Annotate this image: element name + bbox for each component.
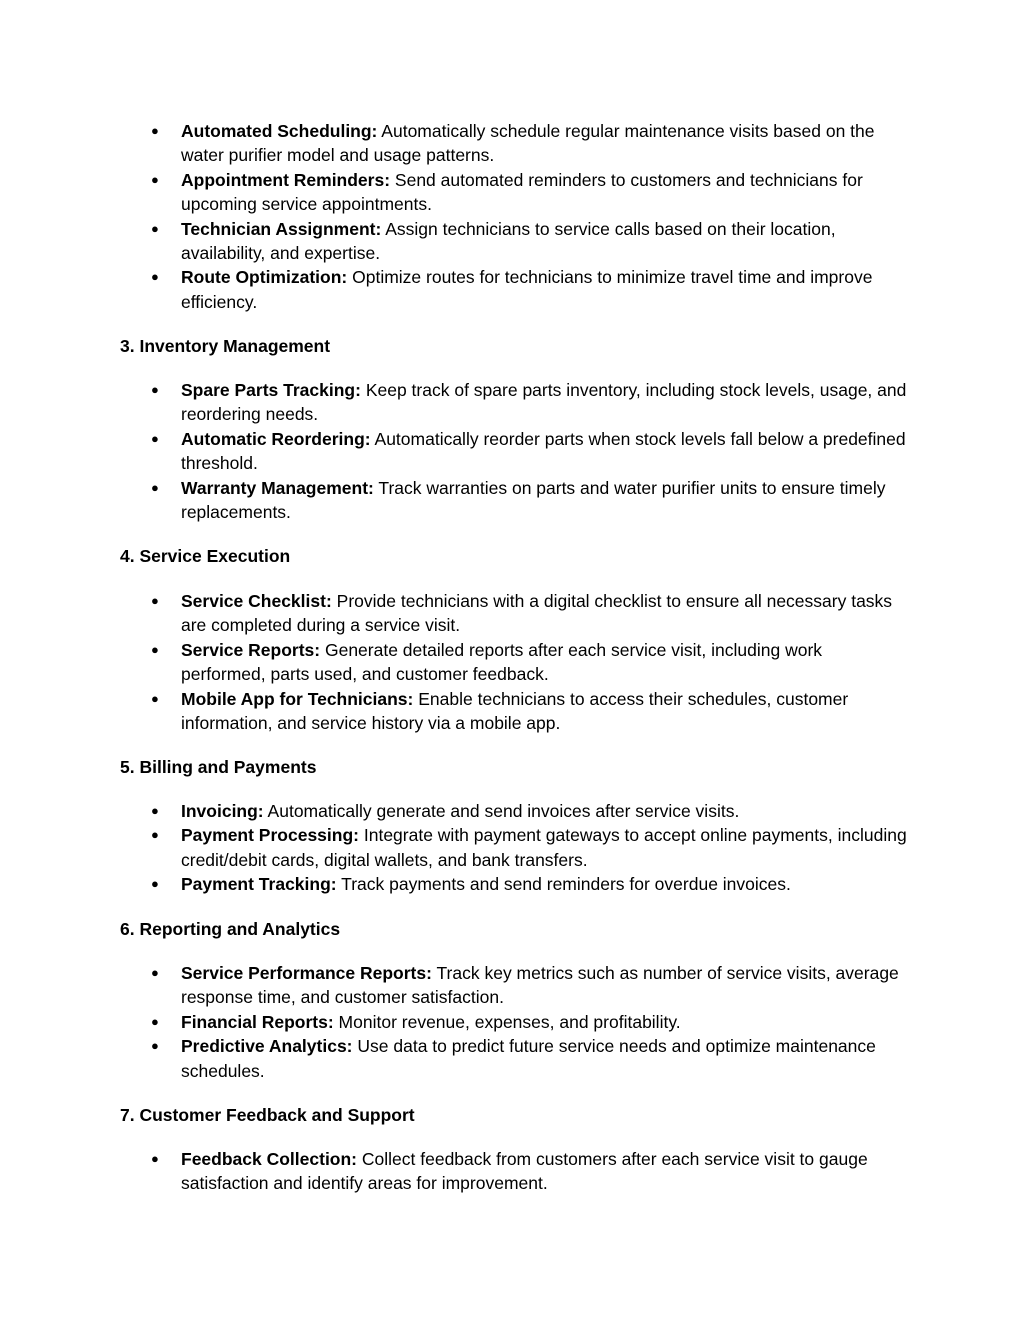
item-text: Track warranties on parts and water purifier units to ensure timely replacements. <box>181 477 886 523</box>
bullet-icon: ● <box>151 827 159 843</box>
item-text: Enable technicians to access their schedules, customer information, and service history via a mobile app. <box>181 688 849 734</box>
list-item <box>0 168 911 217</box>
bullet-icon: ● <box>151 641 159 657</box>
list-item <box>0 378 911 427</box>
bullet-list <box>0 799 1024 897</box>
item-term: Technician Assignment: <box>181 218 382 239</box>
item-term: Service Reports: <box>181 639 321 660</box>
item-text: Automatically schedule regular maintenance visits based on the water purifier model and usage patterns. <box>181 121 875 166</box>
item-text: Collect feedback from customers after each service visit to gauge satisfaction and identify areas for improvement. <box>181 1149 868 1194</box>
item-text: Integrate with payment gateways to accept online payments, including credit/debit cards, digital wallets, and bank transfers. <box>181 825 907 870</box>
item-text: Automatically reorder parts when stock levels fall below a predefined threshold. <box>181 428 906 474</box>
item-term: Payment Processing: <box>181 825 359 846</box>
item-term: Invoicing: <box>181 801 264 821</box>
bullet-icon: ● <box>151 171 159 187</box>
item-term: Warranty Management: <box>181 477 374 498</box>
item-text: Keep track of spare parts inventory, including stock levels, usage, and reordering needs. <box>181 380 907 425</box>
bullet-icon: ● <box>151 1038 159 1054</box>
bullet-icon: ● <box>151 123 159 138</box>
section-heading: 3. Inventory Management <box>120 336 331 356</box>
bullet-icon: ● <box>151 690 159 706</box>
list-item <box>0 476 911 525</box>
list-item <box>0 687 911 736</box>
item-text: Automatically generate and send invoices after service visits. <box>267 801 740 821</box>
bullet-list <box>0 119 1024 314</box>
item-term: Service Performance Reports: <box>181 963 432 983</box>
list-item <box>0 119 911 168</box>
item-term: Automatic Reordering: <box>181 428 371 449</box>
list-item <box>0 872 911 896</box>
bullet-list <box>0 378 1024 524</box>
item-term: Payment Tracking: <box>181 874 337 895</box>
bullet-list <box>0 961 1024 1083</box>
bullet-icon: ● <box>151 1013 159 1029</box>
item-term: Mobile App for Technicians: <box>181 688 414 709</box>
item-term: Service Checklist: <box>181 591 332 611</box>
bullet-icon: ● <box>151 876 159 892</box>
list-item <box>0 1147 911 1196</box>
list-item <box>0 265 911 314</box>
bullet-icon: ● <box>151 382 159 397</box>
list-item <box>0 589 911 638</box>
list-item <box>0 217 911 266</box>
item-term: Feedback Collection: <box>181 1149 358 1169</box>
section-heading: 6. Reporting and Analytics <box>120 919 341 939</box>
item-text: Track payments and send reminders for overdue invoices. <box>341 874 791 895</box>
section-heading: 4. Service Execution <box>120 546 291 566</box>
list-item <box>0 638 911 687</box>
item-text: Use data to predict future service needs and optimize maintenance schedules. <box>181 1036 876 1081</box>
list-item <box>0 1010 911 1034</box>
list-item <box>0 823 911 872</box>
bullet-icon: ● <box>151 965 159 980</box>
bullet-icon: ● <box>151 269 159 285</box>
bullet-list <box>0 589 1024 735</box>
bullet-icon: ● <box>151 803 159 818</box>
bullet-icon: ● <box>151 220 159 236</box>
list-item <box>0 799 911 823</box>
item-text: Track key metrics such as number of service visits, average response time, and customer satisfaction. <box>181 963 899 1008</box>
bullet-icon: ● <box>151 430 159 446</box>
item-term: Route Optimization: <box>181 267 348 288</box>
item-term: Predictive Analytics: <box>181 1036 353 1057</box>
item-text: Assign technicians to service calls based on their location, availability, and expertise. <box>181 218 836 264</box>
list-item <box>0 961 911 1010</box>
list-item <box>0 1034 911 1083</box>
item-term: Financial Reports: <box>181 1011 334 1032</box>
item-text: Monitor revenue, expenses, and profitability. <box>338 1011 681 1032</box>
item-text: Provide technicians with a digital checklist to ensure all necessary tasks are completed during a service visit. <box>181 591 893 636</box>
bullet-icon: ● <box>151 479 159 495</box>
item-term: Automated Scheduling: <box>181 121 378 141</box>
bullet-list <box>0 1147 1024 1196</box>
item-text: Generate detailed reports after each service visit, including work performed, parts used, and customer feedback. <box>181 639 823 685</box>
section-heading: 5. Billing and Payments <box>120 757 317 777</box>
section-heading: 7. Customer Feedback and Support <box>120 1105 415 1125</box>
item-term: Spare Parts Tracking: <box>181 380 361 400</box>
bullet-icon: ● <box>151 1151 159 1166</box>
list-item <box>0 427 911 476</box>
bullet-icon: ● <box>151 593 159 608</box>
item-text: Optimize routes for technicians to minimize travel time and improve efficiency. <box>181 267 873 312</box>
item-term: Appointment Reminders: <box>181 169 391 190</box>
item-text: Send automated reminders to customers and technicians for upcoming service appointments. <box>181 169 863 215</box>
